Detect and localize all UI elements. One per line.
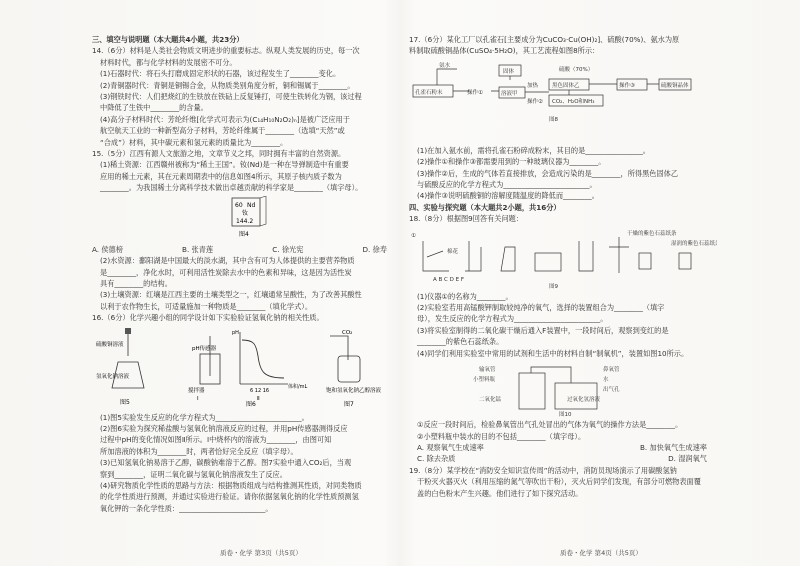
fig7-caption: 图7: [344, 400, 354, 408]
q14-line: (2)青铜器时代：青铜是铜锡合金，从物质类别角度分析，铜和锡属于________。: [100, 80, 355, 90]
axis-ph: pH: [232, 329, 239, 336]
fig6-caption: 图6: [246, 400, 256, 408]
q19-line: 干粉灭火器灭火（利用压缩的氮气等吹出干粉），灭火后同学们发现，有部分可燃物表面覆: [417, 477, 701, 487]
label-operation-1: 操作①: [467, 89, 483, 96]
q17-line: (3)操作②后，生成的气体若直接排放，会造成污染的是________，所得黑色固体乙: [417, 168, 679, 178]
left-page: [92, 34, 397, 514]
figure-8-flowchart: [409, 59, 717, 143]
q18-options-1: [409, 442, 717, 453]
label-gas: CO₂、H₂O和NH₃: [552, 98, 595, 105]
q15-line: 是________，净化水时，可利用活性炭除去水中的色素和异味，这是因为活性炭: [100, 267, 352, 277]
q16-line: (2)图6实验为探究稀盐酸与氢氧化钠溶液反应的过程，并用pH传感器测得反应: [100, 423, 348, 433]
q16-line: 的化学性质进行预测，并通过实验进行验证。请你依据氢氧化钠的化学性质预测氢: [100, 492, 359, 502]
label-stirrer: 搅拌器: [188, 387, 205, 394]
label-dropper: 硫酸铜溶液: [96, 341, 124, 348]
figure-4: [92, 196, 397, 242]
q18-line: (2)实验室若用高锰酸钾制取较纯净的氧气，选择的装置组合为________（填字: [417, 303, 665, 313]
figure-caption: 图4: [239, 230, 249, 238]
label-dry-paper: 干燥的紫色石蕊纸条: [627, 230, 677, 237]
q14-line: (4)高分子材料时代：芳纶纤维[化学式可表示为(C₁₄H₁₀N₂O₂)ₙ]是被广泛应用于: [100, 114, 350, 124]
label-heat: 加热: [527, 82, 539, 89]
q15-line: (1)稀土资源：江西赣州被称为“稀土王国”。钕(Nd)是一种在导弹制造中有重要: [100, 160, 349, 170]
q16-line: 氧化钾的一条化学性质：________________________。: [100, 503, 273, 513]
q17-line: (1)在加入氨水前，需将孔雀石粉碎成粉末，其目的是________________。: [417, 145, 650, 155]
label-ph-sensor: pH传感器: [192, 345, 217, 352]
q18-line: ①反应一段时间后，检验鼻氧管出气孔处冒出的气体为氧气的操作方法是________。: [417, 420, 683, 430]
q16-line: (4)研究物质化学性质的思路与方法：根据物质组成与结构推测其性质，对同类物质: [100, 480, 362, 490]
label-apparatus-1: ①: [411, 232, 416, 239]
q17-stem: 料制取硫酸铜晶体(CuSO₄·5H₂O)，其工艺流程如图8所示：: [409, 46, 600, 56]
element-name: 钕: [242, 209, 249, 217]
home-oxygen-generator: [409, 361, 717, 417]
q18-line: (1)仪器①的名称为________。: [417, 291, 513, 301]
label-saturated-solution: 饱和氢氧化钠乙醇溶液: [326, 387, 382, 394]
label-water: 水: [603, 377, 609, 384]
q18-line: (4)同学们利用实验室中常用的试剂和生活中的材料自制“制氧机”，装置如图10所示。: [417, 348, 689, 358]
option-c: C. 除去杂质: [417, 454, 456, 464]
label-h2o2: 过氧化氢溶液: [567, 397, 601, 404]
q18-line: ②小塑料瓶中装水的目的不包括________（填字母）。: [417, 431, 586, 441]
label-vent: 出气孔: [603, 387, 620, 394]
q18-line: ________的紫色石蕊纸条。: [417, 337, 504, 347]
label-ammonia: 氨水: [439, 62, 451, 69]
option-a: A. 侯德榜: [92, 244, 123, 254]
neodymium-element-card: [92, 196, 397, 242]
section-title: 四、实验与探究题（本大题共2小题，共16分）: [409, 202, 561, 212]
q18-options-2: [409, 453, 717, 464]
option-d: D. 徐寿: [362, 244, 387, 254]
left-footer: 质卷・化学 第3页（共5页）: [220, 549, 302, 557]
label-operation-3: 操作③: [619, 82, 635, 89]
label-part-1: Ⅰ: [197, 395, 199, 402]
q16-line: (1)图5实验发生反应的化学方程式为________________________。: [100, 412, 309, 422]
q16-line: (3)已知氢氧化钠易溶于乙醇，碳酸钠难溶于乙醇。图7实验中通入CO₂后，当观: [100, 458, 352, 468]
right-page: [409, 34, 717, 499]
q14-line: “合成”）材料，其中碳元素和氢元素的质量比为________。: [100, 137, 288, 147]
figure-9-apparatus: [409, 227, 717, 289]
fig10-caption: 图10: [559, 412, 572, 418]
q15-line: 以利于农作物生长，可适量施加一种物质是________（填化学式）。: [100, 301, 313, 311]
option-b: B. 加快氧气生成速率: [639, 442, 707, 452]
apparatus-letters: A B C D E F: [433, 276, 464, 283]
fig9-caption: 图9: [549, 283, 558, 289]
option-c: C. 徐光宪: [272, 244, 304, 254]
label-tube: 输氧管: [479, 367, 496, 374]
label-mno2: 二氧化锰: [479, 397, 502, 404]
q14-line: (1)石器时代：将石头打磨成固定形状的石器，该过程发生了________变化。: [100, 69, 341, 79]
fig8-caption: 图8: [549, 116, 558, 123]
label-solid: 固体: [503, 68, 515, 75]
figures-5-6-7: [92, 326, 397, 410]
q18-line: 母），发生反应的化学方程式为________________________。: [417, 314, 608, 324]
label-operation-2: 操作②: [527, 98, 543, 105]
q16-line: 过程中pH的变化情况如图Ⅱ所示。Ⅰ中烧杯内的溶液为________，由图可知: [100, 435, 332, 445]
q15-line: ________。为我国稀土分离科学技术做出卓越贡献的科学家是________（填字母）。: [100, 183, 363, 193]
q17-line: (4)操作③说明硫酸铜的溶解度随温度的降低而________。: [417, 191, 599, 201]
q16-line: 所加溶液的体积为________时，两者恰好完全反应（填字母）。: [100, 446, 298, 456]
q17-stem: 17.（6分）某化工厂以孔雀石[主要成分为CuCO₃·Cu(OH)₂]、硫酸(70%)、氨水为原: [409, 35, 680, 44]
label-part-2: Ⅱ: [257, 395, 260, 402]
label-sulfuric-acid: 硫酸（70%）: [559, 66, 594, 73]
q14-line: 航空航天工业的一种新型高分子材料，芳纶纤维属于________（选填“天然”或: [100, 126, 345, 136]
q17-line: 与硫酸反应的化学方程式为________________________。: [417, 180, 597, 190]
axis-ticks: 6 12 16: [250, 387, 270, 394]
q16-stem: 16.（6分）化学兴趣小组的同学设计如下实验验证氢氧化钠的相关性质。: [92, 313, 324, 323]
q16-line: 察到________，证明二氧化碳与氢氧化钠溶液发生了反应。: [100, 469, 287, 479]
q17-line: (2)操作①和操作③都需要用到的一种玻璃仪器为________。: [417, 157, 606, 167]
process-flowchart: [409, 59, 717, 143]
element-number: 60: [235, 201, 243, 209]
q18-stem: 18.（8分）根据图9回答有关问题：: [409, 214, 524, 224]
q16-figures: [92, 326, 397, 410]
fig5-caption: 图5: [120, 398, 130, 406]
q15-line: 具有________的结构。: [100, 278, 172, 288]
element-symbol: Nd: [247, 201, 256, 209]
q15-line: 应用的稀土元素，其在元素周期表中的信息如图4所示，其原子核内质子数为: [100, 171, 342, 181]
q15-line: (2)水资源：鄱阳湖是中国最大的淡水湖，其中含有可为人体提供的主要营养物质: [100, 256, 355, 266]
element-mass: 144.2: [236, 217, 254, 225]
q15-options: [92, 244, 397, 255]
lab-apparatus: [409, 227, 717, 289]
label-ore: 孔雀石粉末: [415, 89, 443, 96]
option-a: A. 观察氧气生成速率: [417, 442, 484, 452]
label-nasal-tube: 鼻氧管: [603, 367, 620, 374]
option-b: B. 张青莲: [182, 244, 214, 254]
label-product: 硫酸铜晶体: [661, 82, 689, 89]
axis-unit: 体积/mL: [288, 383, 308, 390]
q14-stem: 14.（6分）材料是人类社会物质文明进步的重要标志。纵观人类发展的历史，每一次: [92, 46, 360, 56]
right-footer: 质卷・化学 第4页（共5页）: [560, 549, 642, 557]
q15-stem: 15.（5分）江西有源人文旅游之地，文章节义之邦，同时拥有丰富的自然资源。: [92, 149, 346, 159]
label-black-solid: 黑色固体乙: [552, 82, 580, 89]
q15-line: (3)土壤资源：红壤是江西主要的土壤类型之一，红壤通常呈酸性，为了改善其酸性: [100, 290, 362, 300]
q19-line: 19.（8分）某学校在“消防安全知识宣传周”的活动中，消防员现场演示了用碳酸氢钠: [409, 465, 677, 475]
figure-10-oxygen-maker: [409, 361, 717, 417]
q14-line: (3)钢铁时代：人们把烧红的生铁放在铁砧上反复锤打，可使生铁转化为钢，该过程: [100, 92, 362, 102]
label-co2: CO₂: [342, 329, 353, 336]
q14-line: 中降低了生铁中________的含量。: [100, 103, 208, 113]
q18-line: (3)将实验室制得的二氧化碳干燥后通入F装置中，一段时间后，观察到变红的是: [417, 325, 669, 335]
label-filtrate: 溶液甲: [501, 90, 518, 97]
label-wet-paper: 湿润的紫色石蕊纸条: [671, 240, 717, 247]
q14-line: 材料时代，都与化学材料的发展密不可分。: [100, 57, 237, 67]
label-cotton: 棉花: [447, 248, 459, 255]
q19-line: 盖的白色粉末产生兴趣。他们进行了如下探究活动。: [417, 488, 583, 498]
label-flask: 氢氧化钠溶液: [96, 373, 130, 380]
section-title: 三、填空与说明题（本大题共4小题，共23分）: [92, 35, 244, 44]
label-cup: 小塑料瓶: [473, 377, 496, 384]
option-d: D. 湿润氧气: [668, 454, 707, 464]
